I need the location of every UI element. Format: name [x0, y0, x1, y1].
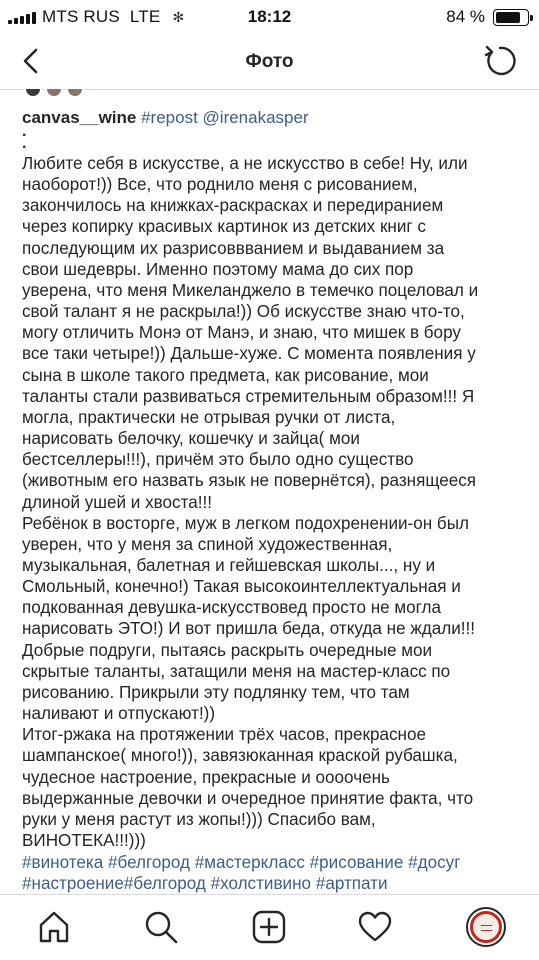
- post-caption: [22, 153, 522, 916]
- avatar: [66, 89, 84, 98]
- dot-1: ·: [22, 127, 28, 144]
- caption-line: нарисовать ЭТО!) И вот пришла беда, откуда не ждали!!!: [22, 619, 476, 639]
- caption-line: свои шедевры. Именно поэтому мама до сих пор: [22, 259, 414, 279]
- status-bar: [0, 0, 539, 34]
- liked-by-text-cropped: [100, 90, 320, 98]
- heart-icon: [357, 909, 393, 945]
- battery-level-fill: [496, 12, 520, 23]
- avatar: [24, 89, 42, 98]
- hashtag-line[interactable]: #винотека #белгород #мастеркласс #рисование #досуг: [22, 853, 461, 873]
- caption-dots: [22, 127, 28, 156]
- caption-line: Любите себя в искусстве, а не искусство в себе! Ну, или: [22, 154, 468, 173]
- caption-line: рисованию. Прикрыли эту подлянку тем, что там: [22, 682, 410, 702]
- caption-line: Смольный, конечно!) Такая высокоинтеллектуальная и: [22, 577, 461, 597]
- caption-line: могу отличить Монэ от Манэ, и знаю, что мишек в бору: [22, 323, 461, 343]
- page-title: Фото: [245, 51, 294, 72]
- caption-header: [22, 108, 309, 128]
- caption-line: ВИНОТЕКА!!!))): [22, 831, 146, 850]
- caption-line: длиной ушей и хвоста!!!: [22, 492, 212, 512]
- caption-line: чудесное настроение, прекрасные и оооочень: [22, 767, 390, 787]
- caption-line: наливают и отпускают!)): [22, 704, 216, 724]
- network-type: LTE: [129, 7, 161, 26]
- home-icon: [36, 909, 72, 945]
- caption-line: таланты стали развиваться стремительным образом!!! Я: [22, 386, 475, 406]
- avatar: [45, 89, 63, 98]
- liked-by-avatars[interactable]: [24, 89, 96, 99]
- status-time: 18:12: [247, 7, 292, 26]
- carrier-name: MTS RUS: [42, 7, 120, 26]
- caption-line: шампанское( много!)), завязюканная краской рубашка,: [22, 746, 458, 766]
- tab-profile[interactable]: [466, 907, 506, 947]
- tab-search[interactable]: [143, 909, 179, 945]
- dot-2: ·: [22, 139, 28, 156]
- network-activity-icon: ✻: [172, 8, 185, 25]
- caption-line: все таки четыре!)) Дальше-хуже. С момента появления у: [22, 344, 476, 364]
- repost-hashtag[interactable]: #repost: [141, 108, 198, 127]
- caption-line: сына в школе такого предмета, как рисование, мои: [22, 365, 429, 385]
- hashtag-line[interactable]: #настроение#белгород #холстивино #артпати: [22, 874, 388, 894]
- caption-line: свой талант я не раскрыла!)) Об искусстве знаю что-то,: [22, 302, 465, 322]
- add-post-icon: [251, 909, 287, 945]
- navigation-bar: [0, 34, 539, 90]
- caption-line: Итог-ржака на протяжении трёх часов, прекрасное: [22, 725, 426, 745]
- caption-line: музыкальная, балетная и гейшевская школы..., ну и: [22, 555, 436, 575]
- tab-home[interactable]: [36, 909, 72, 945]
- caption-line: уверен, что у меня за спиной художественная,: [22, 534, 393, 554]
- search-icon: [143, 909, 179, 945]
- caption-line: наоборот!)) Все, что роднило меня с рисованием,: [22, 175, 418, 195]
- post-username[interactable]: canvas__wine: [22, 108, 137, 127]
- status-right: [446, 7, 529, 27]
- caption-line: уверена, что меня Микеланджело в темечко поцеловал и: [22, 280, 479, 300]
- bottom-tab-bar: [0, 894, 539, 960]
- caption-line: Добрые подруги, пытаясь раскрыть очередные мои: [22, 640, 433, 660]
- refresh-icon: [481, 42, 519, 80]
- refresh-button[interactable]: [481, 42, 519, 80]
- caption-line: последующим их разрисоввванием и выдаванием за: [22, 238, 445, 258]
- caption-line: нарисовать белочку, кошечку и зайца( мои: [22, 429, 360, 449]
- tab-new-post[interactable]: [251, 909, 287, 945]
- battery-icon: [493, 9, 529, 26]
- caption-line: закончилось на книжках-раскрасках и передиранием: [22, 196, 444, 216]
- caption-line: бестселлеры!!!), причём это было одно существо: [22, 450, 414, 470]
- caption-line: подкованная девушка-искусствовед просто не могла: [22, 598, 442, 618]
- battery-tip: [530, 15, 533, 21]
- caption-line: руки у меня растут из жопы!))) Спасибо вам,: [22, 809, 376, 829]
- tab-activity[interactable]: [357, 909, 393, 945]
- caption-line: (животным его назвать язык не повернётся), разнящееся: [22, 471, 477, 491]
- user-mention[interactable]: @irenakasper: [202, 108, 309, 127]
- caption-line: через копирку красивых картинок из детских книг с: [22, 217, 426, 237]
- caption-line: могла, практически не отрывая ручки от листа,: [22, 407, 396, 427]
- caption-line: выдержанные девочки и очередное принятие факта, что: [22, 788, 474, 808]
- caption-line: скрытые таланты, затащили меня на мастер-класс по: [22, 661, 451, 681]
- profile-avatar: [470, 911, 502, 943]
- battery-percent: 84 %: [446, 7, 485, 26]
- caption-line: Ребёнок в восторге, муж в легком подохренении-он был: [22, 513, 469, 533]
